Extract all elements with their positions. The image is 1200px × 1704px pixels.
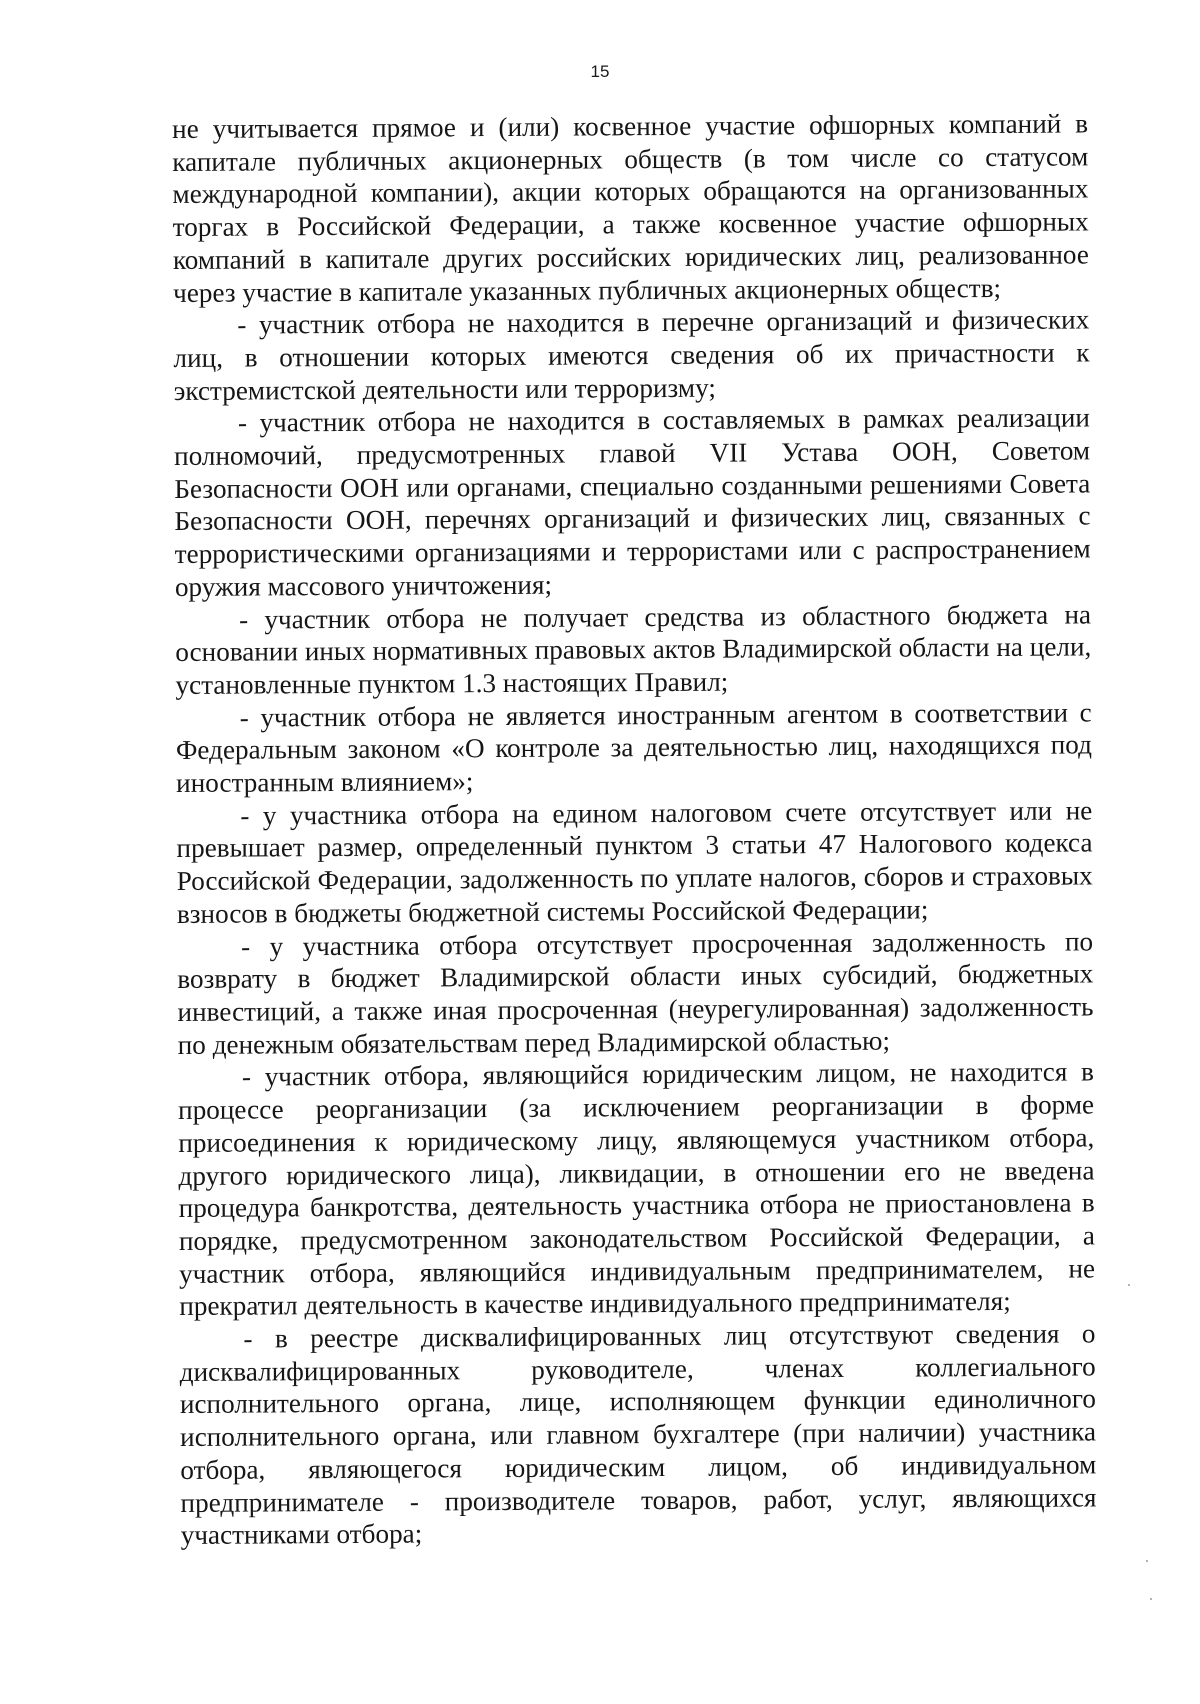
list-item-extremism: - участник отбора не находится в перечне организаций и физических лиц, в отношении которых имеются сведения об их причастности к экстремистской деятельности или терроризму; xyxy=(173,304,1090,406)
list-item-reorganization: - участник отбора, являющийся юридическим лицом, не находится в процессе реорганизации (за исключением реорганизации в форме присоединения к юридическому лицу, являющемуся участником отбора, другого юридического лица), ликвидации, в отношении его не введена процедура банкротства, деятельность участника отбора не приостановлена в порядке, предусмотренном законодательством Российской Федерации, а участник отбора, являющийся индивидуальным предпринимателем, не прекратил деятельность в качестве индивидуального предпринимателя; xyxy=(177,1056,1096,1322)
list-item-overdue-debt: - у участника отбора отсутствует просроченная задолженность по возврату в бюджет Владимирской области иных субсидий, бюджетных инвестиций, а также иная просроченная (неурегулированная) задолженность по денежным обязательствам перед Владимирской областью; xyxy=(177,925,1094,1060)
list-item-disqualified-persons: - в реестре дисквалифицированных лиц отсутствуют сведения о дисквалифицированных руководителе, членах коллегиального исполнительного органа, лице, исполняющем функции единоличного исполнительного органа, или главном бухгалтере (при наличии) участника отбора, являющегося юридическим лицом, об индивидуальном предпринимателе - производителе товаров, работ, услуг, являющихся участниками отбора; xyxy=(179,1318,1097,1551)
paragraph-continuation: не учитывается прямое и (или) косвенное участие офшорных компаний в капитале публичных акционерных обществ (в том числе со статусом международной компании), акции которых обращаются на организованных торгах в Российской Федерации, а также косвенное участие офшорных компаний в капитале других российских юридических лиц, реализованное через участие в капитале указанных публичных акционерных обществ; xyxy=(172,108,1089,308)
list-item-foreign-agent: - участник отбора не является иностранным агентом в соответствии с Федеральным законом «О контроле за деятельностью лиц, находящихся под иностранным влиянием»; xyxy=(175,697,1092,799)
scan-speck xyxy=(1128,1284,1130,1286)
list-item-un-sanctions: - участник отбора не находится в составляемых в рамках реализации полномочий, предусмотренных главой VII Устава ООН, Советом Безопасности ООН или органами, специально созданными решениями Совета Безопасности ООН, перечнях организаций и физических лиц, связанных с террористическими организациями и террористами или с распространением оружия массового уничтожения; xyxy=(174,402,1091,602)
list-item-tax-debt: - у участника отбора на едином налоговом счете отсутствует или не превышает размер, определенный пунктом 3 статьи 47 Налогового кодекса Российской Федерации, задолженность по уплате налогов, сборов и страховых взносов в бюджеты бюджетной системы Российской Федерации; xyxy=(176,795,1093,929)
scan-speck xyxy=(1146,1560,1148,1562)
page-number: 15 xyxy=(590,62,610,81)
list-item-regional-budget: - участник отбора не получает средства из областного бюджета на основании иных нормативных правовых актов Владимирской области на цели, установленные пунктом 1.3 настоящих Правил; xyxy=(175,598,1092,700)
scan-speck xyxy=(1150,1598,1152,1600)
document-body xyxy=(172,107,1097,1552)
